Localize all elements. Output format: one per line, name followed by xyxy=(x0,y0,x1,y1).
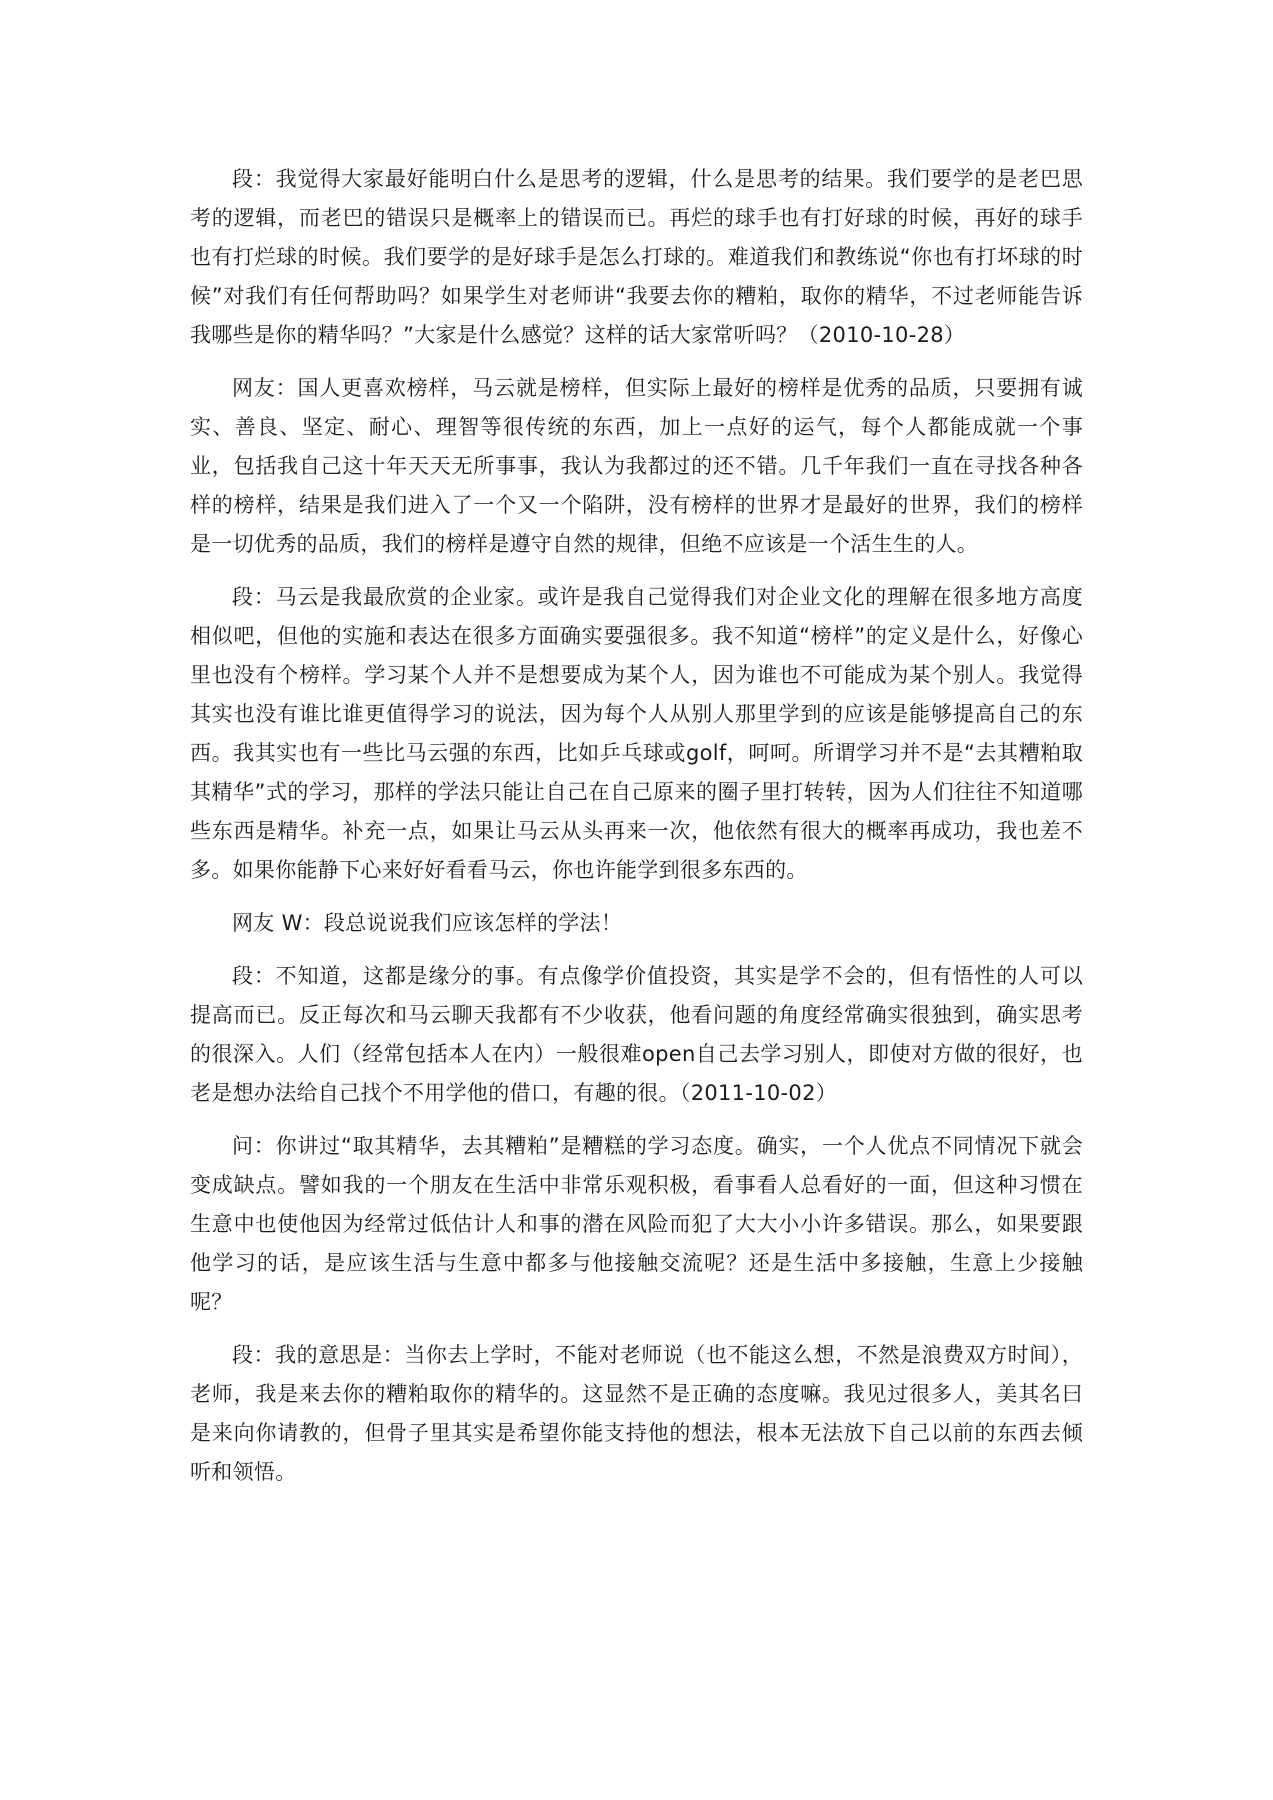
document-body xyxy=(190,160,1083,1506)
paragraph: 段：不知道，这都是缘分的事。有点像学价值投资，其实是学不会的，但有悟性的人可以提高而已。反正每次和马云聊天我都有不少收获，他看问题的角度经常确实很独到，确实思考的很深入。人们（经常包括本人在内）一般很难open自己去学习别人，即使对方做的很好，也老是想办法给自己找个不用学他的借口，有趣的很。（2011-10-02） xyxy=(190,964,1083,1105)
paragraph: 段：马云是我最欣赏的企业家。或许是我自己觉得我们对企业文化的理解在很多地方高度相似吧，但他的实施和表达在很多方面确实要强很多。我不知道“榜样”的定义是什么，好像心里也没有个榜样。学习某个人并不是想要成为某个人，因为谁也不可能成为某个别人。我觉得其实也没有谁比谁更值得学习的说法，因为每个人从别人那里学到的应该是能够提高自己的东西。我其实也有一些比马云强的东西，比如乒乓球或golf，呵呵。所谓学习并不是“去其糟粕取其精华”式的学习，那样的学法只能让自己在自己原来的圈子里打转转，因为人们往往不知道哪些东西是精华。补充一点，如果让马云从头再来一次，他依然有很大的概率再成功，我也差不多。如果你能静下心来好好看看马云，你也许能学到很多东西的。 xyxy=(190,585,1083,882)
paragraph: 段：我的意思是：当你去上学时，不能对老师说（也不能这么想，不然是浪费双方时间），老师，我是来去你的糟粕取你的精华的。这显然不是正确的态度嘛。我见过很多人，美其名曰是来向你请教的，但骨子里其实是希望你能支持他的想法，根本无法放下自己以前的东西去倾听和领悟。 xyxy=(190,1343,1083,1484)
paragraph: 网友：国人更喜欢榜样，马云就是榜样，但实际上最好的榜样是优秀的品质，只要拥有诚实、善良、坚定、耐心、理智等很传统的东西，加上一点好的运气，每个人都能成就一个事业，包括我自己这十年天天无所事事，我认为我都过的还不错。几千年我们一直在寻找各种各样的榜样，结果是我们进入了一个又一个陷阱，没有榜样的世界才是最好的世界，我们的榜样是一切优秀的品质，我们的榜样是遵守自然的规律，但绝不应该是一个活生生的人。 xyxy=(190,376,1083,556)
paragraph: 段：我觉得大家最好能明白什么是思考的逻辑，什么是思考的结果。我们要学的是老巴思考的逻辑，而老巴的错误只是概率上的错误而已。再烂的球手也有打好球的时候，再好的球手也有打烂球的时候。我们要学的是好球手是怎么打球的。难道我们和教练说“你也有打坏球的时候”对我们有任何帮助吗？如果学生对老师讲“我要去你的糟粕，取你的精华，不过老师能告诉我哪些是你的精华吗？”大家是什么感觉？这样的话大家常听吗？（2010-10-28） xyxy=(190,167,1083,347)
paragraph: 问：你讲过“取其精华，去其糟粕”是糟糕的学习态度。确实，一个人优点不同情况下就会变成缺点。譬如我的一个朋友在生活中非常乐观积极，看事看人总看好的一面，但这种习惯在生意中也使他因为经常过低估计人和事的潜在风险而犯了大大小小许多错误。那么，如果要跟他学习的话，是应该生活与生意中都多与他接触交流呢？还是生活中多接触，生意上少接触呢？ xyxy=(190,1134,1083,1314)
paragraph: 网友 W：段总说说我们应该怎样的学法！ xyxy=(232,911,623,935)
